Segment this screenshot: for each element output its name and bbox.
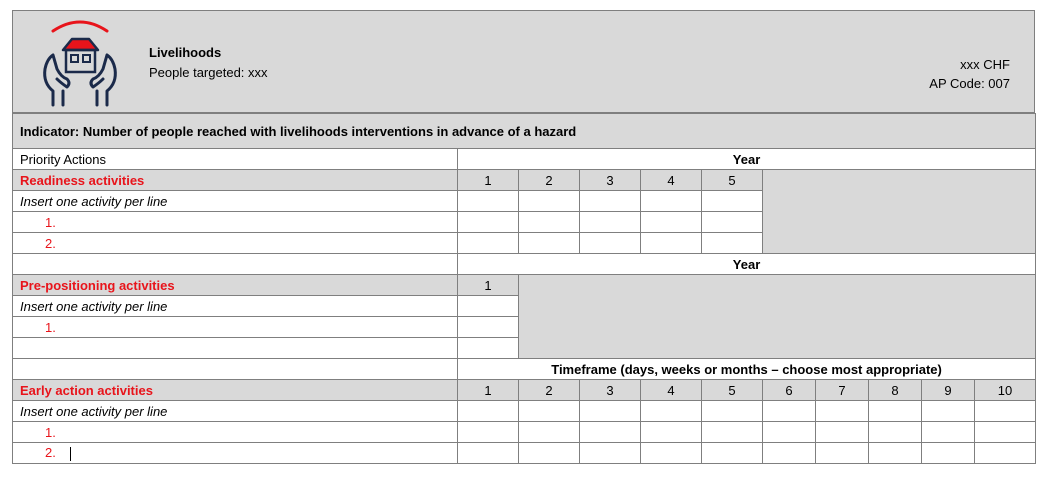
indicator-text: Indicator: Number of people reached with livelihoods interventions in advance of a hazard — [13, 114, 1036, 149]
period-column-10: 10 — [975, 380, 1036, 401]
table-cell[interactable] — [458, 422, 519, 443]
readiness-instruction[interactable]: Insert one activity per line — [13, 191, 458, 212]
period-column-7: 7 — [816, 380, 869, 401]
table-cell[interactable] — [458, 233, 519, 254]
period-column-8: 8 — [869, 380, 922, 401]
text-cursor — [70, 447, 71, 461]
table-cell[interactable] — [580, 401, 641, 422]
table-cell[interactable] — [702, 233, 763, 254]
period-column-1: 1 — [458, 380, 519, 401]
table-cell[interactable] — [519, 443, 580, 464]
table-cell[interactable] — [922, 443, 975, 464]
table-cell — [13, 254, 458, 275]
table-cell[interactable] — [702, 191, 763, 212]
table-cell[interactable] — [702, 443, 763, 464]
period-column-9: 9 — [922, 380, 975, 401]
table-cell[interactable] — [641, 191, 702, 212]
people-targeted: People targeted: xxx — [149, 65, 268, 80]
prepositioning-item-1[interactable]: 1. — [13, 317, 458, 338]
period-column-5: 5 — [702, 380, 763, 401]
table-cell[interactable] — [519, 191, 580, 212]
table-cell[interactable] — [922, 422, 975, 443]
period-column-6: 6 — [763, 380, 816, 401]
early-action-item-1[interactable]: 1. — [13, 422, 458, 443]
year-column-3: 3 — [580, 170, 641, 191]
table-cell[interactable] — [975, 443, 1036, 464]
period-column-2: 2 — [519, 380, 580, 401]
table-cell[interactable] — [580, 233, 641, 254]
prepositioning-instruction[interactable]: Insert one activity per line — [13, 296, 458, 317]
ap-code: AP Code: 007 — [929, 76, 1010, 91]
table-cell[interactable] — [763, 401, 816, 422]
year-column-5: 5 — [702, 170, 763, 191]
table-cell[interactable] — [458, 401, 519, 422]
readiness-item-1[interactable]: 1. — [13, 212, 458, 233]
readiness-activities-label: Readiness activities — [13, 170, 458, 191]
table-cell[interactable] — [763, 443, 816, 464]
priority-actions-heading: Priority Actions — [13, 149, 458, 170]
year-column-2: 2 — [519, 170, 580, 191]
year-column-1: 1 — [458, 170, 519, 191]
table-cell[interactable] — [641, 212, 702, 233]
table-cell[interactable] — [641, 422, 702, 443]
unused-shaded-area — [519, 275, 1036, 359]
table-cell[interactable] — [580, 422, 641, 443]
budget-amount: xxx CHF — [960, 57, 1010, 72]
table-cell[interactable] — [458, 443, 519, 464]
early-action-activities-label: Early action activities — [13, 380, 458, 401]
section-header — [12, 10, 1035, 113]
table-cell[interactable] — [458, 338, 519, 359]
early-action-instruction[interactable]: Insert one activity per line — [13, 401, 458, 422]
table-cell[interactable] — [869, 443, 922, 464]
period-column-3: 3 — [580, 380, 641, 401]
year-heading: Year — [458, 254, 1036, 275]
table-cell[interactable] — [702, 212, 763, 233]
early-action-item-2-row[interactable] — [13, 443, 458, 464]
table-cell[interactable] — [13, 338, 458, 359]
timeframe-heading: Timeframe (days, weeks or months – choose most appropriate) — [458, 359, 1036, 380]
year-column-1: 1 — [458, 275, 519, 296]
period-column-4: 4 — [641, 380, 702, 401]
table-cell[interactable] — [702, 401, 763, 422]
year-heading: Year — [458, 149, 1036, 170]
table-cell[interactable] — [519, 212, 580, 233]
table-cell[interactable] — [580, 191, 641, 212]
table-cell[interactable] — [519, 401, 580, 422]
table-cell[interactable] — [458, 317, 519, 338]
table-cell[interactable] — [816, 401, 869, 422]
table-cell[interactable] — [641, 233, 702, 254]
table-cell[interactable] — [458, 212, 519, 233]
table-cell[interactable] — [816, 422, 869, 443]
table-cell[interactable] — [458, 191, 519, 212]
table-cell[interactable] — [519, 422, 580, 443]
table-cell[interactable] — [869, 422, 922, 443]
table-cell[interactable] — [641, 401, 702, 422]
table-cell — [13, 359, 458, 380]
hands-holding-house-icon — [39, 17, 121, 107]
table-cell[interactable] — [816, 443, 869, 464]
table-cell[interactable] — [458, 296, 519, 317]
unused-shaded-area — [763, 170, 1036, 254]
readiness-item-2[interactable]: 2. — [13, 233, 458, 254]
table-cell[interactable] — [580, 212, 641, 233]
activities-table — [12, 113, 1036, 464]
table-cell[interactable] — [519, 233, 580, 254]
table-cell[interactable] — [922, 401, 975, 422]
table-cell[interactable] — [641, 443, 702, 464]
year-column-4: 4 — [641, 170, 702, 191]
sector-title: Livelihoods — [149, 45, 222, 60]
prepositioning-activities-label: Pre-positioning activities — [13, 275, 458, 296]
table-cell[interactable] — [580, 443, 641, 464]
table-cell[interactable] — [975, 401, 1036, 422]
table-cell[interactable] — [869, 401, 922, 422]
early-action-item-2: 2. — [45, 445, 56, 461]
table-cell[interactable] — [702, 422, 763, 443]
table-cell[interactable] — [763, 422, 816, 443]
table-cell[interactable] — [975, 422, 1036, 443]
